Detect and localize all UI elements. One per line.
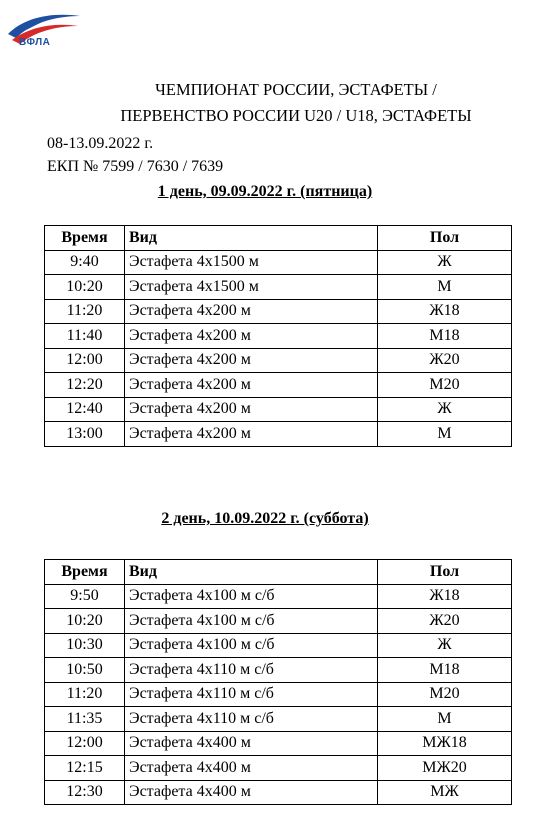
ekp-number: ЕКП № 7599 / 7630 / 7639 <box>47 158 224 175</box>
cell-time: 12:40 <box>45 397 125 422</box>
day-1-heading: 1 день, 09.09.2022 г. (пятница) <box>157 183 373 200</box>
cell-time: 10:20 <box>45 609 125 634</box>
cell-event: Эстафета 4х100 м с/б <box>125 633 378 658</box>
table-row <box>45 422 512 447</box>
cell-time: 12:30 <box>45 780 125 805</box>
cell-event: Эстафета 4х100 м с/б <box>125 584 378 609</box>
vfla-logo-swoosh-icon <box>6 4 86 56</box>
table-row <box>45 756 512 781</box>
cell-gender: Ж <box>378 633 512 658</box>
cell-time: 10:30 <box>45 633 125 658</box>
cell-time: 13:00 <box>45 422 125 447</box>
table-row <box>45 397 512 422</box>
cell-time: 12:15 <box>45 756 125 781</box>
table-row <box>45 584 512 609</box>
cell-event: Эстафета 4х200 м <box>125 299 378 324</box>
cell-event: Эстафета 4х400 м <box>125 756 378 781</box>
cell-time: 10:50 <box>45 658 125 683</box>
table-row <box>45 275 512 300</box>
cell-gender: М <box>378 275 512 300</box>
table-row <box>45 609 512 634</box>
cell-time: 11:20 <box>45 682 125 707</box>
cell-event: Эстафета 4х110 м с/б <box>125 658 378 683</box>
cell-time: 10:20 <box>45 275 125 300</box>
logo-text: ВФЛА <box>19 37 51 48</box>
table-row <box>45 348 512 373</box>
cell-gender: Ж18 <box>378 584 512 609</box>
day-1-schedule-table <box>44 225 512 447</box>
day-2-schedule-table <box>44 559 512 805</box>
cell-event: Эстафета 4х400 м <box>125 731 378 756</box>
table-row <box>45 731 512 756</box>
cell-gender: Ж20 <box>378 609 512 634</box>
cell-event: Эстафета 4х1500 м <box>125 250 378 275</box>
cell-event: Эстафета 4х200 м <box>125 422 378 447</box>
cell-gender: МЖ20 <box>378 756 512 781</box>
cell-event: Эстафета 4х200 м <box>125 397 378 422</box>
column-header-event: Вид <box>125 560 378 585</box>
cell-time: 11:35 <box>45 707 125 732</box>
column-header-gender: Пол <box>378 560 512 585</box>
cell-time: 9:40 <box>45 250 125 275</box>
cell-gender: Ж <box>378 397 512 422</box>
cell-gender: Ж20 <box>378 348 512 373</box>
cell-gender: М18 <box>378 324 512 349</box>
cell-time: 12:00 <box>45 348 125 373</box>
cell-gender: Ж18 <box>378 299 512 324</box>
day-2-heading: 2 день, 10.09.2022 г. (суббота) <box>161 510 369 527</box>
table-row <box>45 633 512 658</box>
cell-gender: Ж <box>378 250 512 275</box>
cell-time: 11:20 <box>45 299 125 324</box>
column-header-gender: Пол <box>378 226 512 251</box>
column-header-event: Вид <box>125 226 378 251</box>
cell-time: 11:40 <box>45 324 125 349</box>
document-title-line-1: ЧЕМПИОНАТ РОССИИ, ЭСТАФЕТЫ / <box>155 80 437 99</box>
cell-gender: М20 <box>378 682 512 707</box>
cell-time: 12:20 <box>45 373 125 398</box>
table-row <box>45 299 512 324</box>
column-header-time: Время <box>45 226 125 251</box>
cell-gender: МЖ18 <box>378 731 512 756</box>
document-title-line-2: ПЕРВЕНСТВО РОССИИ U20 / U18, ЭСТАФЕТЫ <box>120 106 472 125</box>
cell-time: 12:00 <box>45 731 125 756</box>
cell-gender: М <box>378 422 512 447</box>
table-header-row <box>45 560 512 585</box>
event-dates: 08-13.09.2022 г. <box>47 135 154 152</box>
table-row <box>45 780 512 805</box>
cell-event: Эстафета 4х200 м <box>125 324 378 349</box>
cell-event: Эстафета 4х200 м <box>125 373 378 398</box>
table-row <box>45 682 512 707</box>
cell-event: Эстафета 4х110 м с/б <box>125 707 378 732</box>
cell-event: Эстафета 4х1500 м <box>125 275 378 300</box>
cell-event: Эстафета 4х110 м с/б <box>125 682 378 707</box>
cell-gender: М <box>378 707 512 732</box>
cell-gender: М20 <box>378 373 512 398</box>
cell-time: 9:50 <box>45 584 125 609</box>
table-row <box>45 707 512 732</box>
cell-event: Эстафета 4х200 м <box>125 348 378 373</box>
cell-gender: МЖ <box>378 780 512 805</box>
table-row <box>45 324 512 349</box>
column-header-time: Время <box>45 560 125 585</box>
cell-gender: М18 <box>378 658 512 683</box>
table-row <box>45 658 512 683</box>
table-header-row <box>45 226 512 251</box>
table-row <box>45 373 512 398</box>
cell-event: Эстафета 4х100 м с/б <box>125 609 378 634</box>
cell-event: Эстафета 4х400 м <box>125 780 378 805</box>
table-row <box>45 250 512 275</box>
